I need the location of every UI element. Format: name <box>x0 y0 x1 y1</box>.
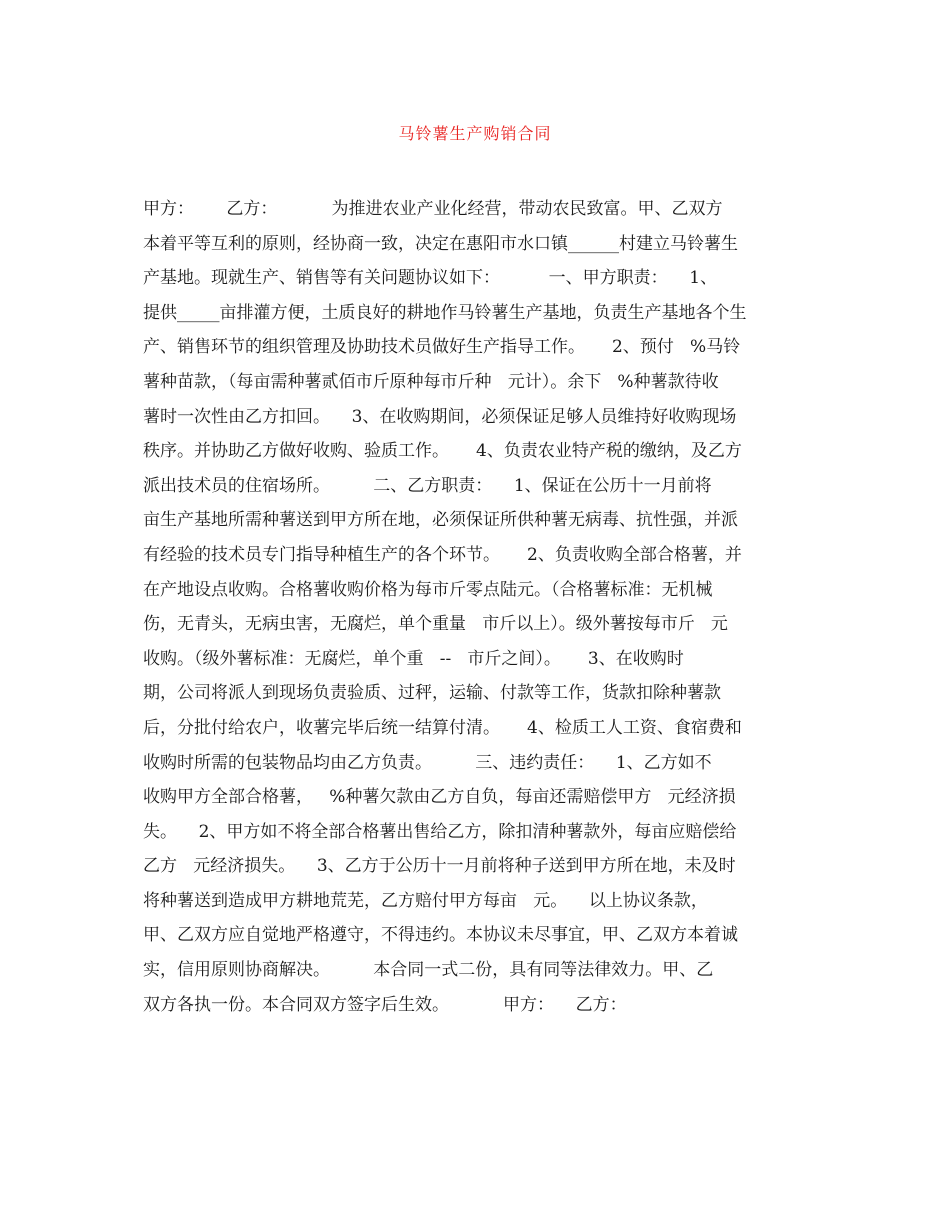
body-line: 期，公司将派人到现场负责验质、过秤，运输、付款等工作，货款扣除种薯款 <box>143 683 721 704</box>
body-line: 将种薯送到造成甲方耕地荒芜，乙方赔付甲方每亩 元。 以上协议条款， <box>143 890 708 911</box>
body-line: 有经验的技术员专门指导种植生产的各个环节。 2、负责收购全部合格薯，并 <box>143 544 742 565</box>
body-line: 派出技术员的住宿场所。 二、乙方职责： 1、保证在公历十一月前将 <box>143 475 712 496</box>
body-line: 收购。（级外薯标准：无腐烂，单个重 -- 市斤之间）。 3、在收购时 <box>143 648 684 669</box>
body-line: 薯种苗款，（每亩需种薯贰佰市斤原种每市斤种 元计）。余下 %种薯款待收 <box>143 371 719 392</box>
body-line: 亩生产基地所需种薯送到甲方所在地，必须保证所供种薯无病毒、抗性强，并派 <box>143 510 738 531</box>
body-line: 本着平等互利的原则，经协商一致，决定在惠阳市水口镇______村建立马铃薯生 <box>143 233 738 254</box>
body-line: 薯时一次性由乙方扣回。 3、在收购期间，必须保证足够人员维持好收购现场 <box>143 406 737 427</box>
contract-body <box>143 192 823 1022</box>
body-line: 伤，无青头，无病虫害，无腐烂，单个重量 市斤以上）。级外薯按每市斤 元 <box>143 614 728 635</box>
body-line: 后，分批付给农户，收薯完毕后统一结算付清。 4、检质工人工资、食宿费和 <box>143 717 742 738</box>
body-line: 实，信用原则协商解决。 本合同一式二份，具有同等法律效力。甲、乙 <box>143 960 714 981</box>
body-line: 失。 2、甲方如不将全部合格薯出售给乙方，除扣清种薯款外，每亩应赔偿给 <box>143 821 737 842</box>
body-line: 甲、乙双方应自觉地严格遵守，不得违约。本协议未尽事宜，甲、乙双方本着诚 <box>143 925 738 946</box>
body-line: 乙方 元经济损失。 3、乙方于公历十一月前将种子送到甲方所在地，未及时 <box>143 856 736 877</box>
document-title: 马铃薯生产购销合同 <box>398 124 552 143</box>
body-line: 双方各执一份。本合同双方签字后生效。 甲方： 乙方： <box>143 994 627 1015</box>
body-line: 产、销售环节的组织管理及协助技术员做好生产指导工作。 2、预付 %马铃 <box>143 337 741 358</box>
body-line: 秩序。并协助乙方做好收购、验质工作。 4、负责农业特产税的缴纳，及乙方 <box>143 441 742 462</box>
body-line: 在产地设点收购。合格薯收购价格为每市斤零点陆元。（合格薯标准：无机械 <box>143 579 713 600</box>
body-line: 提供_____亩排灌方便，土质良好的耕地作马铃薯生产基地，负责生产基地各个生 <box>143 302 747 323</box>
body-line: 产基地。现就生产、销售等有关问题协议如下： 一、甲方职责： 1、 <box>143 268 718 289</box>
body-line: 收购甲方全部合格薯， %种薯欠款由乙方自负，每亩还需赔偿甲方 元经济损 <box>143 787 736 808</box>
body-line: 甲方： 乙方： 为推进农业产业化经营，带动农民致富。甲、乙双方 <box>143 199 723 219</box>
body-line: 收购时所需的包装物品均由乙方负责。 三、违约责任： 1、乙方如不 <box>143 752 712 773</box>
